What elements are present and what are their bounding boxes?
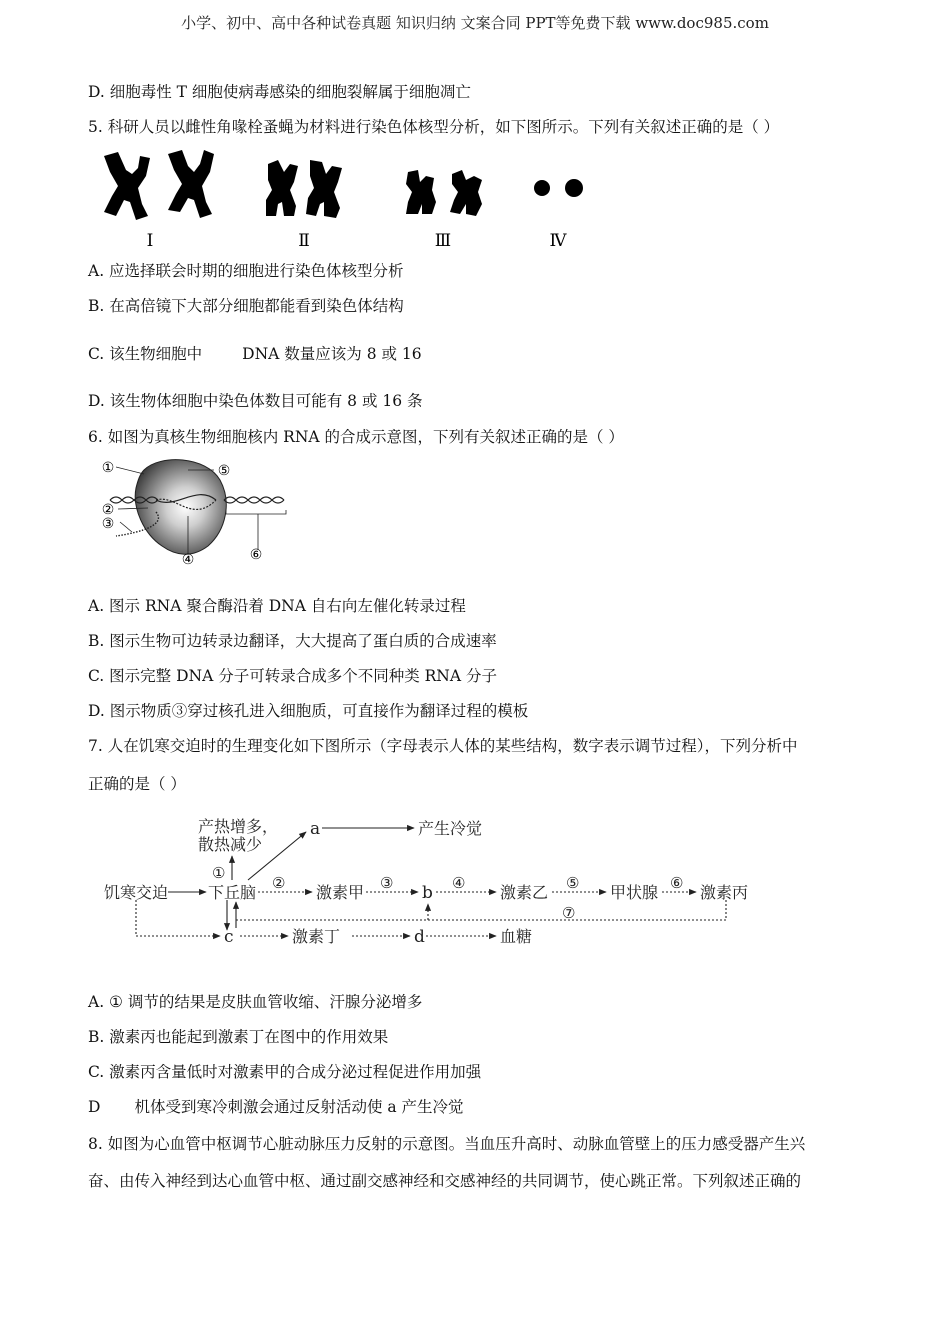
- num-5: ⑤: [566, 874, 580, 892]
- node-hypothalamus: 下丘脑: [208, 883, 257, 902]
- node-hungry: 饥寒交迫: [104, 883, 169, 902]
- chromosome-pair-4: [534, 179, 583, 197]
- q5-option-b: B. 在高倍镜下大部分细胞都能看到染色体结构: [88, 297, 404, 315]
- num-6: ⑥: [670, 874, 684, 892]
- node-thyroid: 甲状腺: [610, 883, 659, 902]
- node-hormone-ding: 激素丁: [292, 927, 341, 946]
- regulation-diagram: [96, 808, 766, 958]
- q8-stem-line1: 8. 如图为心血管中枢调节心脏动脉压力反射的示意图。当血压升高时、动脉血管壁上的压力感受器产生兴: [88, 1135, 806, 1153]
- label-5: ⑤: [217, 463, 231, 479]
- num-3: ③: [380, 874, 394, 892]
- q7-stem-line1: 7. 人在饥寒交迫时的生理变化如下图所示（字母表示人体的某些结构，数字表示调节过程），下列分析中: [88, 737, 798, 755]
- node-c: c: [224, 927, 234, 947]
- node-cold: 产生冷觉: [418, 819, 483, 838]
- q6-option-a: A. 图示 RNA 聚合酶沿着 DNA 自右向左催化转录过程: [88, 597, 466, 615]
- rna-polymerase: [135, 460, 226, 555]
- num-2: ②: [272, 874, 286, 892]
- q7-option-d-right: 机体受到寒冷刺激会通过反射活动使 a 产生冷觉: [134, 1098, 464, 1116]
- node-hormone-yi: 激素乙: [500, 883, 549, 902]
- q8-stem-line2: 奋、由传入神经到达心血管中枢、通过副交感神经和交感神经的共同调节，使心跳正常。下列叙述正确的: [88, 1172, 802, 1190]
- label-6: ⑥: [249, 547, 263, 563]
- node-a: a: [310, 819, 321, 839]
- heat-text-2: 散热减少: [198, 835, 263, 854]
- node-glucose: 血糖: [500, 927, 533, 946]
- label-IV: Ⅳ: [549, 231, 567, 250]
- q6-option-d: D. 图示物质③穿过核孔进入细胞质，可直接作为翻译过程的模板: [88, 702, 529, 720]
- q5-option-c-right: DNA 数量应该为 8 或 16: [242, 345, 422, 363]
- q7-option-c: C. 激素丙含量低时对激素甲的合成分泌过程促进作用加强: [88, 1063, 482, 1081]
- q4-option-d: D. 细胞毒性 T 细胞使病毒感染的细胞裂解属于细胞凋亡: [88, 83, 471, 101]
- node-d: d: [414, 927, 425, 947]
- label-1: ①: [101, 460, 115, 476]
- num-1: ①: [212, 864, 226, 882]
- node-hormone-jia: 激素甲: [316, 883, 365, 902]
- chromosome-pair-2: [266, 160, 342, 218]
- karyotype-figure: [96, 146, 596, 250]
- chromosome-pair-1: [104, 150, 214, 220]
- q6-stem: 6. 如图为真核生物细胞核内 RNA 的合成示意图，下列有关叙述正确的是（ ）: [88, 428, 624, 446]
- q7-option-b: B. 激素丙也能起到激素丁在图中的作用效果: [88, 1028, 389, 1046]
- q7-stem-line2: 正确的是（ ）: [88, 775, 186, 793]
- chromosome-pair-3: [406, 170, 482, 216]
- node-b: b: [422, 883, 433, 903]
- heat-text-1: 产热增多，: [198, 817, 279, 836]
- q5-option-c: [88, 344, 422, 364]
- q7-option-d: [88, 1097, 464, 1117]
- label-3: ③: [101, 516, 115, 532]
- q6-option-b: B. 图示生物可边转录边翻译，大大提高了蛋白质的合成速率: [88, 632, 497, 650]
- q5-stem: 5. 科研人员以雌性角喙栓蚤蝇为材料进行染色体核型分析，如下图所示。下列有关叙述正确的是（ ）: [88, 118, 780, 136]
- page-header: 小学、初中、高中各种试卷真题 知识归纳 文案合同 PPT等免费下载 www.doc985.com: [181, 14, 769, 32]
- transcription-figure: [96, 454, 296, 570]
- label-II: Ⅱ: [298, 231, 310, 250]
- q7-option-d-left: D: [88, 1098, 101, 1116]
- q6-option-c: C. 图示完整 DNA 分子可转录合成多个不同种类 RNA 分子: [88, 667, 497, 685]
- label-2: ②: [101, 502, 115, 518]
- num-4: ④: [452, 874, 466, 892]
- q5-option-c-left: C. 该生物细胞中: [88, 345, 203, 363]
- q5-option-a: A. 应选择联会时期的细胞进行染色体核型分析: [88, 262, 404, 280]
- q7-option-a: A. ① 调节的结果是皮肤血管收缩、汗腺分泌增多: [88, 993, 423, 1011]
- label-I: Ⅰ: [146, 231, 154, 250]
- label-III: Ⅲ: [434, 231, 452, 250]
- node-hormone-bing: 激素丙: [700, 883, 749, 902]
- q5-option-d: D. 该生物体细胞中染色体数目可能有 8 或 16 条: [88, 392, 423, 410]
- label-4: ④: [181, 552, 195, 568]
- num-7: ⑦: [562, 904, 576, 922]
